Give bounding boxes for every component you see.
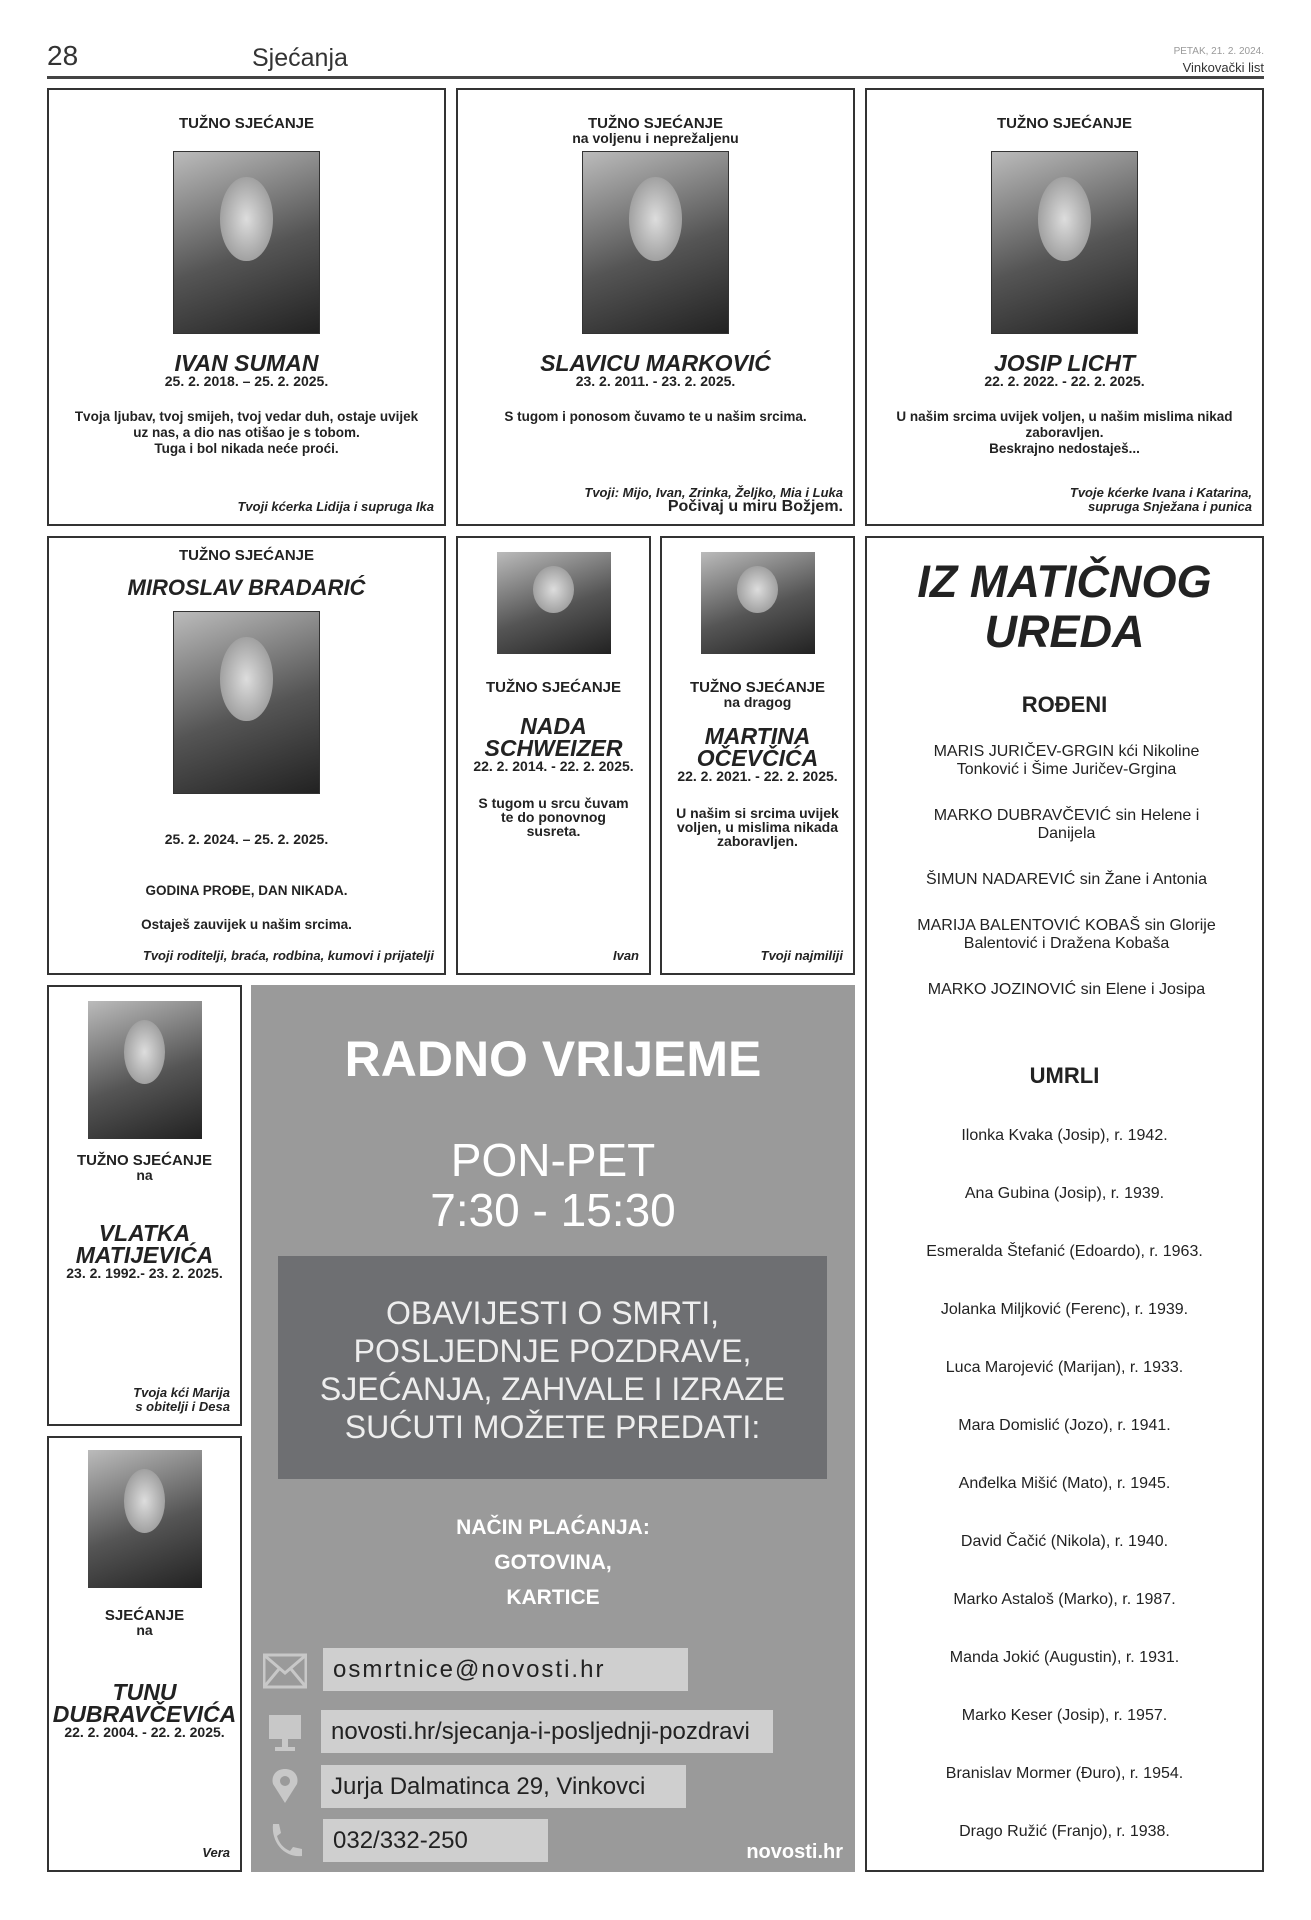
card-subheading: na voljenu i neprežaljenu <box>572 130 739 146</box>
card-heading: TUŽNO SJEĆANJE <box>689 679 826 696</box>
death-entry: Esmeralda Štefanić (Edoardo), r. 1963. <box>926 1243 1203 1260</box>
death-entry: David Čačić (Nikola), r. 1940. <box>960 1533 1169 1550</box>
dates: 22. 2. 2014. - 22. 2. 2025. <box>473 758 634 774</box>
birth-entry: MARIS JURIČEV-GRGIN kći Nikoline Tonković i Šime Juričev-Grgina <box>933 743 1200 778</box>
address: Jurja Dalmatinca 29, Vinkovci <box>321 1765 686 1808</box>
dates: 22. 2. 2004. - 22. 2. 2025. <box>64 1724 225 1740</box>
portrait-photo <box>497 552 611 654</box>
death-entry: Anđelka Mišić (Mato), r. 1945. <box>958 1475 1171 1492</box>
office-hours-ad <box>251 985 855 1872</box>
card-heading: TUŽNO SJEĆANJE <box>587 115 724 132</box>
dates: 25. 2. 2024. – 25. 2. 2025. <box>164 831 329 847</box>
registry-office-box: IZ MATIČNOG UREDA ROĐENI MARIS JURIČEV-GRGIN kći Nikoline Tonković i Šime Juričev-Grgina MARKO DUBRAVČEVIĆ sin Helene i Danijela ŠIMUN NADAREVIĆ sin Žane i Antonia MARIJA BALENTOVIĆ KOBAŠ sin Glorije Balentović i Dražena Kobaša MARKO JOZINOVIĆ sin Elene i Josipa UMRLI Ilonka Kvaka (Josip), r. 1942. Ana Gubina (Josip), r. 1939. Esmeralda Štefanić (Edoardo), r. 1963. Jolanka Miljković (Ferenc), r. 1939. Luca Marojević (Marijan), r. 1933. Mara Domislić (Jozo), r. 1941. Anđelka Mišić (Mato), r. 1945. David Čačić (Nikola), r. 1940. Marko Astaloš (Marko), r. 1987. Manda Jokić (Augustin), r. 1931. Marko Keser (Josip), r. 1957. Branislav Mormer (Đuro), r. 1954. Drago Ružić (Franjo), r. 1938. <box>865 536 1264 1872</box>
portrait-photo <box>991 151 1138 334</box>
portrait-photo <box>173 151 320 334</box>
signature: Tvoji kćerka Lidija i supruga Ika <box>237 499 434 514</box>
birth-entry: MARKO DUBRAVČEVIĆ sin Helene i Danijela <box>933 807 1200 842</box>
signature: Tvoja kći Marija s obitelji i Desa <box>133 1385 230 1414</box>
death-entry: Marko Astaloš (Marko), r. 1987. <box>953 1591 1176 1608</box>
deceased-name: VLATKA <box>98 1220 191 1246</box>
deceased-name: TUNU <box>112 1679 177 1705</box>
page-number: 28 <box>47 40 79 71</box>
portrait-photo <box>173 611 320 794</box>
deceased-name: JOSIP LICHT <box>994 350 1135 376</box>
email-link[interactable]: osmrtnice@novosti.hr <box>323 1648 688 1691</box>
signature: Tvoji: Mijo, Ivan, Zrinka, Željko, Mia i Luka <box>584 485 843 500</box>
card-subheading: na <box>136 1622 153 1638</box>
death-entry: Branislav Mormer (Đuro), r. 1954. <box>945 1765 1184 1782</box>
obituary-card <box>456 88 855 526</box>
issue-date: PETAK, 21. 2. 2024. <box>1173 46 1264 57</box>
notice-box: OBAVIJESTI O SMRTI, POSLJEDNJE POZDRAVE, SJEĆANJA, ZAHVALE I IZRAZE SUĆUTI MOŽETE PREDATI: <box>278 1256 827 1479</box>
death-entry: Manda Jokić (Augustin), r. 1931. <box>949 1649 1180 1666</box>
ad-days: PON-PET <box>450 1134 656 1186</box>
deceased-name: IVAN SUMAN <box>174 350 319 376</box>
monitor-icon <box>263 1713 307 1753</box>
phone-number: 032/332-250 <box>323 1819 548 1862</box>
card-heading: TUŽNO SJEĆANJE <box>485 679 622 696</box>
signature: Tvoji najmiliji <box>760 948 843 963</box>
death-entry: Luca Marojević (Marijan), r. 1933. <box>945 1359 1184 1376</box>
dates: 25. 2. 2018. – 25. 2. 2025. <box>164 373 329 389</box>
signature: Ivan <box>612 948 639 963</box>
born-heading: ROĐENI <box>1021 692 1108 717</box>
payment-info: NAČIN PLAĆANJA: GOTOVINA, KARTICE <box>456 1516 650 1609</box>
location-pin-icon <box>263 1767 307 1807</box>
obituary-card: TUŽNO SJEĆANJE na VLATKA MATIJEVIĆA 23. 2. 1992.- 23. 2. 2025. Tvoja kći Marija s obitelji i Desa <box>47 985 242 1426</box>
portrait-photo <box>88 1450 202 1588</box>
card-subheading: na dragog <box>723 694 792 710</box>
phone-icon <box>263 1821 307 1861</box>
signature: Vera <box>202 1845 230 1860</box>
birth-entry: MARKO JOZINOVIĆ sin Elene i Josipa <box>927 981 1206 998</box>
death-entry: Marko Keser (Josip), r. 1957. <box>961 1707 1168 1724</box>
memorial-text: U našim srcima uvijek voljen, u našim mislima nikad zaboravljen. Beskrajno nedostaješ... <box>896 409 1233 456</box>
deceased-name: MIROSLAV BRADARIĆ <box>127 575 366 600</box>
card-subheading: na <box>136 1167 153 1183</box>
died-heading: UMRLI <box>1029 1063 1100 1088</box>
portrait-photo <box>582 151 729 334</box>
ad-title: RADNO VRIJEME <box>344 1031 762 1087</box>
death-entry: Drago Ružić (Franjo), r. 1938. <box>959 1823 1170 1840</box>
obituary-card: TUŽNO SJEĆANJE NADA SCHWEIZER 22. 2. 2014. - 22. 2. 2025. S tugom u srcu čuvam te do ponovnog susreta. Ivan <box>456 536 651 975</box>
obituary-card <box>47 88 446 526</box>
death-entry: Ilonka Kvaka (Josip), r. 1942. <box>961 1127 1168 1144</box>
memorial-text: Tvoja ljubav, tvoj smijeh, tvoj vedar duh, ostaje uvijek uz nas, a dio nas otišao je s tobom. Tuga i bol nikada neće proći. <box>74 409 419 456</box>
card-heading: TUŽNO SJEĆANJE <box>996 115 1133 132</box>
card-heading: SJEĆANJE <box>104 1607 185 1624</box>
closing-line: Počivaj u miru Božjem. <box>667 498 843 515</box>
dates: 23. 2. 2011. - 23. 2. 2025. <box>575 373 736 389</box>
portrait-photo <box>701 552 815 654</box>
ad-hours: 7:30 - 15:30 <box>430 1184 676 1236</box>
memorial-text: S tugom u srcu čuvam te do ponovnog susreta. <box>478 795 629 839</box>
envelope-icon <box>263 1651 307 1691</box>
paper-name: Vinkovački list <box>1182 60 1264 75</box>
obituary-card <box>47 536 446 975</box>
deceased-name: SLAVICU MARKOVIĆ <box>540 350 771 376</box>
website-link[interactable]: novosti.hr/sjecanja-i-posljednji-pozdravi <box>321 1710 773 1753</box>
memorial-text: GODINA PROĐE, DAN NIKADA. <box>145 883 348 898</box>
registry-title: IZ MATIČNOG <box>917 556 1212 607</box>
birth-entry: ŠIMUN NADAREVIĆ sin Žane i Antonia <box>926 871 1207 888</box>
deceased-name: MARTINA <box>704 723 811 749</box>
card-heading: TUŽNO SJEĆANJE <box>178 547 315 564</box>
section-title: Sjećanja <box>252 44 348 72</box>
dates: 22. 2. 2021. - 22. 2. 2025. <box>677 768 838 784</box>
memorial-text: U našim si srcima uvijek voljen, u mislima nikada zaboravljen. <box>676 805 839 849</box>
birth-entry: MARIJA BALENTOVIĆ KOBAŠ sin Glorije Balentović i Dražena Kobaša <box>917 917 1216 952</box>
obituary-card <box>865 88 1264 526</box>
death-entry: Jolanka Miljković (Ferenc), r. 1939. <box>940 1301 1189 1318</box>
header-rule <box>47 76 1264 79</box>
death-entry: Mara Domislić (Jozo), r. 1941. <box>958 1417 1171 1434</box>
dates: 22. 2. 2022. - 22. 2. 2025. <box>984 373 1145 389</box>
memorial-text: S tugom i ponosom čuvamo te u našim srcima. <box>504 409 807 424</box>
signature: Tvoji roditelji, braća, rodbina, kumovi i prijatelji <box>142 948 434 963</box>
dates: 23. 2. 1992.- 23. 2. 2025. <box>66 1265 223 1281</box>
signature: Tvoje kćerke Ivana i Katarina, supruga Snježana i punica <box>1069 485 1252 514</box>
card-heading: TUŽNO SJEĆANJE <box>178 115 315 132</box>
memorial-text: Ostaješ zauvijek u našim srcima. <box>141 917 352 932</box>
death-entry: Ana Gubina (Josip), r. 1939. <box>964 1185 1165 1202</box>
obituary-card: SJEĆANJE na TUNU DUBRAVČEVIĆA 22. 2. 2004. - 22. 2. 2025. Vera <box>47 1436 242 1872</box>
deceased-name: NADA <box>520 713 587 739</box>
card-heading: TUŽNO SJEĆANJE <box>76 1152 213 1169</box>
novosti-logo: novosti.hr <box>746 1841 843 1863</box>
obituary-card: TUŽNO SJEĆANJE na dragog MARTINA OČEVČIĆA 22. 2. 2021. - 22. 2. 2025. U našim si srcima uvijek voljen, u mislima nikada zaboravljen. Tvoji najmiliji <box>660 536 855 975</box>
portrait-photo <box>88 1001 202 1139</box>
